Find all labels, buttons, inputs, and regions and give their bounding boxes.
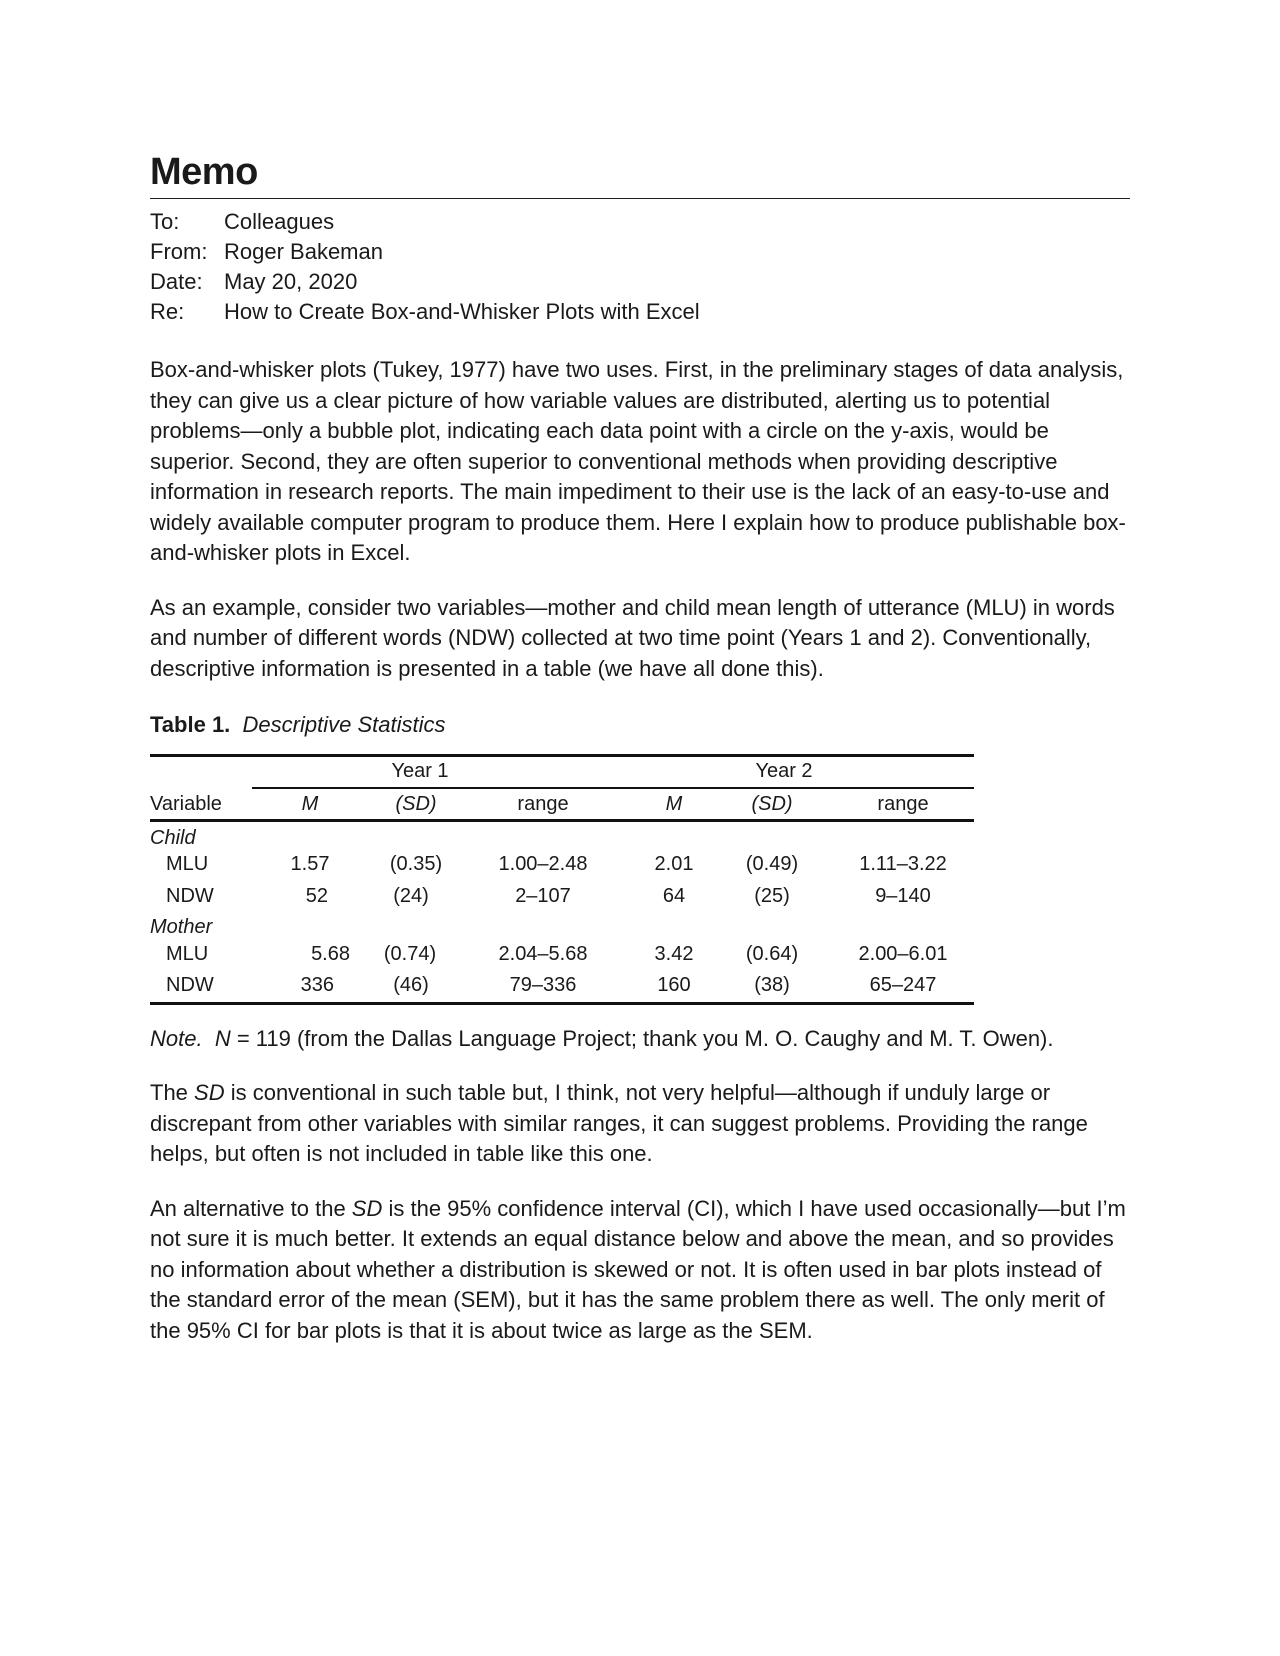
y2-range: 65–247	[869, 974, 937, 996]
y1-mean: 336	[300, 974, 334, 996]
col-header-y1-m: M	[301, 793, 319, 815]
col-header-variable: Variable	[150, 793, 222, 815]
header-date	[150, 267, 1130, 297]
y1-range: 1.00–2.48	[498, 853, 588, 875]
col-header-y2-sd: (SD)	[751, 793, 793, 815]
y1-mean: 1.57	[290, 853, 330, 875]
table-caption	[150, 710, 1130, 740]
header-value: Roger Bakeman	[224, 239, 383, 264]
group-label-mother: Mother	[150, 916, 213, 938]
header-value: May 20, 2020	[224, 269, 358, 294]
col-header-y1-sd: (SD)	[395, 793, 437, 815]
y1-sd: (0.35)	[389, 853, 443, 875]
paragraph-example: As an example, consider two variables—mother and child mean length of utterance (MLU) in words and number of different words (NDW) collected at two time point (Years 1 and 2). Conventionally, descriptive information is presented in a table (we have all done this).	[150, 594, 1115, 681]
header-value: How to Create Box-and-Whisker Plots with Excel	[224, 299, 700, 324]
table-note	[150, 1024, 1130, 1054]
table-top-rule	[150, 754, 974, 757]
p4-post: is the 95% confidence interval (CI), which I have used occasionally—but I’m not sure it is much better. It extends an equal distance below and above the mean, and so provides no information about whether a distribution is skewed or not. It is often used in bar plots instead of the standard error of the mean (SEM), but it has the same problem there as well. The only merit of the 95% CI for bar plots is that it is about twice as large as the SEM.	[150, 1195, 1126, 1343]
row-label: MLU	[166, 943, 209, 965]
p4-pre: An alternative to the	[150, 1195, 352, 1221]
header-value: Colleagues	[224, 209, 335, 234]
y2-mean: 160	[657, 974, 691, 996]
p3-pre: The	[150, 1080, 195, 1105]
y1-range: 2–107	[515, 885, 571, 907]
y2-range: 9–140	[875, 885, 931, 907]
y1-range: 79–336	[509, 974, 577, 996]
table-header-rule	[150, 819, 974, 822]
col-header-y2-range: range	[877, 793, 929, 815]
table-caption-label: Table 1.	[150, 712, 231, 737]
paragraph-ci	[150, 1194, 1130, 1347]
y2-mean: 64	[662, 885, 686, 907]
memo-page	[150, 150, 1130, 1346]
y2-sd: (0.64)	[745, 943, 799, 965]
table-bottom-rule	[150, 1002, 974, 1005]
y2-range: 1.11–3.22	[859, 853, 947, 875]
y2-mean: 2.01	[654, 853, 694, 875]
paragraph-sd	[150, 1078, 1130, 1170]
row-label: MLU	[166, 853, 209, 875]
y2-sd: (0.49)	[745, 853, 799, 875]
p3-sd: SD	[194, 1080, 225, 1105]
y2-sd: (25)	[754, 885, 790, 907]
title-divider	[150, 198, 1130, 199]
header-label: Date:	[150, 269, 203, 294]
y2-mean: 3.42	[654, 943, 694, 965]
note-n: N	[214, 1026, 231, 1051]
memo-header	[150, 207, 1130, 327]
y1-sd: (0.74)	[383, 943, 437, 965]
note-text: = 119 (from the Dallas Language Project; thank you M. O. Caughy and M. T. Owen).	[230, 1026, 1054, 1051]
memo-title: Memo	[150, 151, 258, 193]
y1-mean: 52	[305, 885, 328, 907]
header-to	[150, 207, 1130, 237]
header-label: From:	[150, 239, 208, 264]
row-label: NDW	[166, 974, 214, 996]
table-caption-title: Descriptive Statistics	[242, 712, 446, 737]
descriptive-statistics-table	[150, 754, 974, 1014]
p3-post: is conventional in such table but, I think, not very helpful—although if unduly large or discrepant from other variables with similar ranges, it can suggest problems. Providing the range helps, but often is not included in table like this one.	[150, 1080, 1088, 1166]
row-label: NDW	[166, 885, 214, 907]
header-label: To:	[150, 209, 180, 234]
y1-range: 2.04–5.68	[498, 943, 588, 965]
year2-header: Year 2	[755, 760, 813, 782]
col-header-y1-range: range	[517, 793, 569, 815]
header-from	[150, 237, 1130, 267]
y1-mean: 5.68	[311, 943, 350, 965]
p4-sd: SD	[351, 1195, 383, 1221]
y1-sd: (46)	[393, 974, 429, 996]
note-label: Note.	[150, 1026, 203, 1051]
year1-header: Year 1	[391, 760, 449, 782]
y2-sd: (38)	[754, 974, 790, 996]
col-header-y2-m: M	[665, 793, 683, 815]
header-label: Re:	[150, 299, 185, 324]
header-re	[150, 297, 1130, 327]
paragraph-intro: Box-and-whisker plots (Tukey, 1977) have two uses. First, in the preliminary stages of data analysis, they can give us a clear picture of how variable values are distributed, alerting us to potential problems—only a bubble plot, indicating each data point with a circle on the y-axis, would be superior. Second, they are often superior to conventional methods when providing descriptive information in research reports. The main impediment to their use is the lack of an easy-to-use and widely available computer program to produce them. Here I explain how to produce publishable box-and-whisker plots in Excel.	[150, 357, 1126, 565]
group-label-child: Child	[150, 827, 196, 849]
year-span-rule	[252, 787, 974, 789]
y2-range: 2.00–6.01	[858, 943, 948, 965]
y1-sd: (24)	[393, 885, 429, 907]
